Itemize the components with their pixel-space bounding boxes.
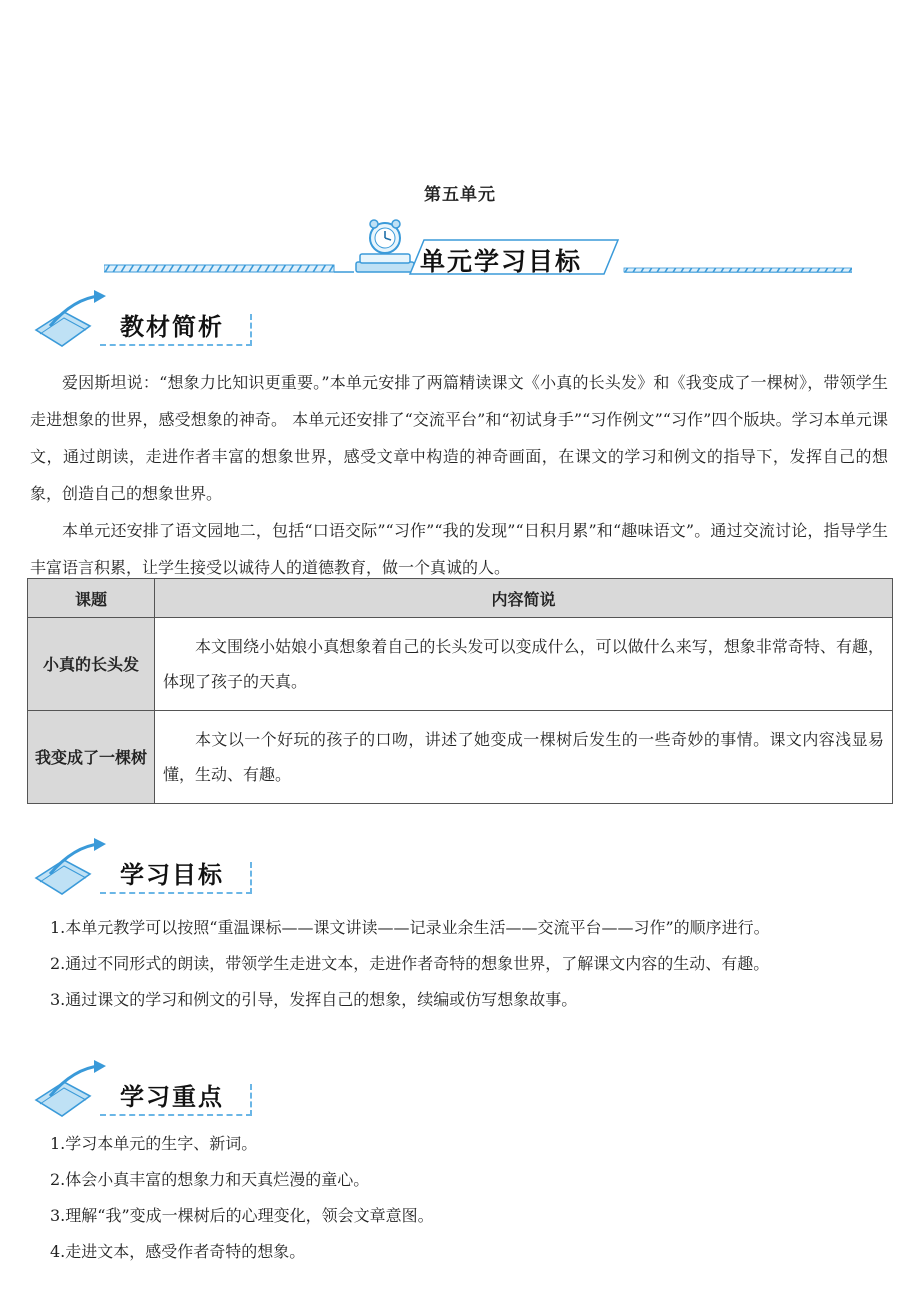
section-heading-goals [30,838,260,906]
list-item: 3.理解“我”变成一棵树后的心理变化，领会文章意图。 [50,1206,434,1225]
section-title-key-points: 学习重点 [120,1083,224,1111]
section-title-analysis: 教材简析 [120,313,224,341]
analysis-paragraph-2: 本单元还安排了语文园地二，包括“口语交际”“习作”“我的发现”“日积月累”和“趣味语文”。通过交流讨论，指导学生丰富语言积累，让学生接受以诚待人的道德教育，做一个真诚的人。 [30,521,888,577]
table-cell-topic: 我变成了一棵树 [28,711,155,804]
list-item: 1.本单元教学可以按照“重温课标——课文讲读——记录业余生活——交流平台——习作”的顺序进行。 [50,918,770,937]
unit-goals-banner [104,216,852,286]
lesson-table [27,578,893,804]
book-arrow-icon [30,290,110,358]
list-item: 1.学习本单元的生字、新词。 [50,1134,258,1153]
book-arrow-icon [30,838,110,906]
table-header-row [28,579,893,618]
table-cell-desc: 本文围绕小姑娘小真想象着自己的长头发可以变成什么，可以做什么来写，想象非常奇特、有趣，体现了孩子的天真。 [155,618,893,711]
section-heading-analysis [30,290,260,358]
unit-title: 第五单元 [424,185,496,205]
table-header-topic: 课题 [28,579,155,618]
table-row [28,618,893,711]
section-heading-key-points [30,1060,260,1128]
table-row [28,711,893,804]
analysis-paragraph-1: 爱因斯坦说：“想象力比知识更重要。”本单元安排了两篇精读课文《小真的长头发》和《我变成了一棵树》，带领学生走进想象的世界，感受想象的神奇。 本单元还安排了“交流平台”和“初试身手”“习作例文”“习作”四个版块。学习本单元课文，通过朗读，走进作者丰富的想象世界，感受文章中构造的神奇画面，在课文的学习和例文的指导下，发挥自己的想象，创造自己的想象世界。 [30,373,888,503]
goals-list [50,910,890,1018]
book-arrow-icon [30,1060,110,1128]
list-item: 3.通过课文的学习和例文的引导，发挥自己的想象，续编或仿写想象故事。 [50,990,578,1009]
list-item: 2.体会小真丰富的想象力和天真烂漫的童心。 [50,1170,370,1189]
list-item: 4.走进文本，感受作者奇特的想象。 [50,1242,306,1261]
table-header-desc: 内容简说 [155,579,893,618]
list-item: 2.通过不同形式的朗读，带领学生走进文本，走进作者奇特的想象世界，了解课文内容的生动、有趣。 [50,954,770,973]
banner-title: 单元学习目标 [420,247,583,276]
table-cell-topic: 小真的长头发 [28,618,155,711]
section-title-goals: 学习目标 [120,861,224,889]
key-points-list [50,1126,890,1270]
table-cell-desc: 本文以一个好玩的孩子的口吻，讲述了她变成一棵树后发生的一些奇妙的事情。课文内容浅显易懂，生动、有趣。 [155,711,893,804]
